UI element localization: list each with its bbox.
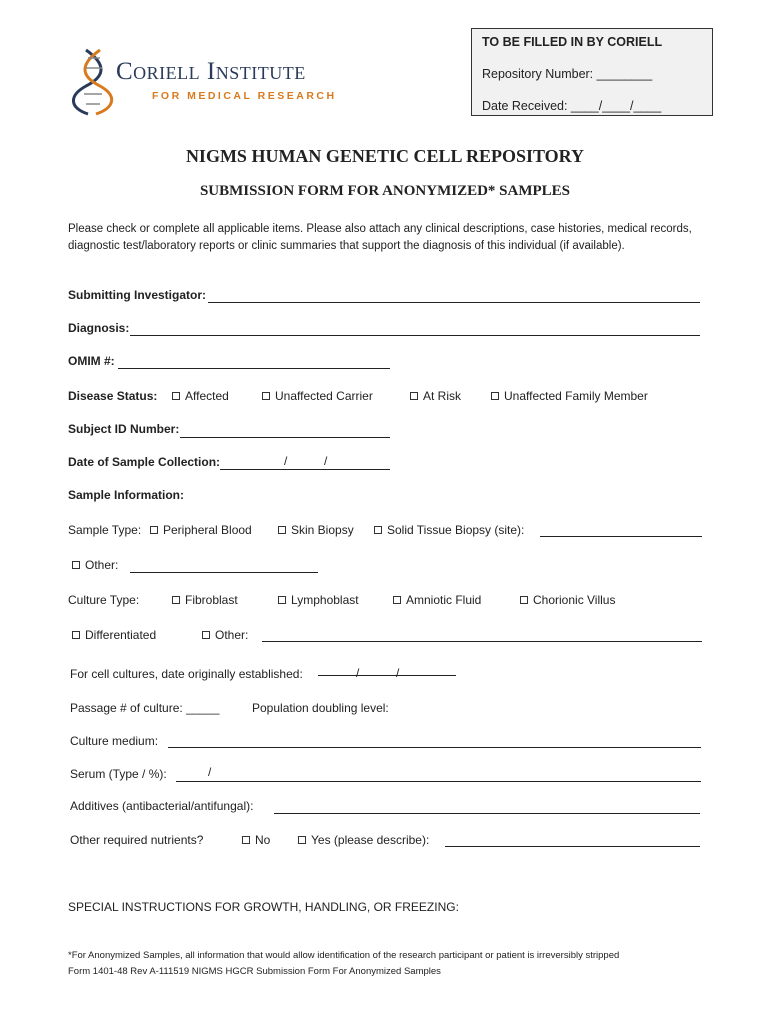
page-title: NIGMS HUMAN GENETIC CELL REPOSITORY (185, 146, 585, 166)
date-collection-field[interactable] (220, 469, 390, 470)
checkbox-icon[interactable] (298, 836, 306, 844)
checkbox-icon[interactable] (172, 596, 180, 604)
culture-other[interactable] (202, 628, 248, 642)
checkbox-icon[interactable] (393, 596, 401, 604)
medium-label: Culture medium: (70, 734, 159, 748)
form-id: Form 1401-48 Rev A-111519 NIGMS HGCR Submission Form For Anonymized Samples (68, 966, 441, 977)
logo-subtitle: FOR MEDICAL RESEARCH (152, 90, 337, 102)
status-at-risk[interactable] (410, 389, 461, 403)
sample-option-label: Solid Tissue Biopsy (site): (387, 523, 525, 537)
status-option-label: Unaffected Carrier (275, 389, 373, 403)
investigator-label: Submitting Investigator: (68, 288, 206, 302)
status-unaffected-carrier[interactable] (262, 389, 373, 403)
date-slash: / (396, 666, 400, 680)
no-label: No (255, 833, 271, 847)
population-label: Population doubling level: (252, 701, 389, 715)
office-heading: TO BE FILLED IN BY CORIELL (482, 35, 663, 49)
serum-slash: / (208, 765, 212, 779)
nutrients-yes[interactable] (298, 833, 429, 847)
sample-option-label: Peripheral Blood (163, 523, 252, 537)
special-instructions-label: SPECIAL INSTRUCTIONS FOR GROWTH, HANDLING, OR FREEZING: (68, 900, 459, 914)
date-slash: / (324, 454, 328, 468)
checkbox-icon[interactable] (202, 631, 210, 639)
checkbox-icon[interactable] (172, 392, 180, 400)
disease-status-label: Disease Status: (68, 389, 158, 403)
repository-number-field: Repository Number: ________ (482, 67, 653, 81)
culture-differentiated[interactable] (72, 628, 156, 642)
sample-option-label: Skin Biopsy (291, 523, 354, 537)
sample-type-label: Sample Type: (68, 523, 142, 537)
sample-solid-tissue[interactable] (374, 523, 524, 537)
intro-text: Please check or complete all applicable items. Please also attach any clinical descriptions, case histories, medical records, diagnostic test/laboratory reports or clinic summaries that support the diagnosis of this individual (if available). (68, 223, 692, 252)
sample-info-heading: Sample Information: (68, 488, 185, 502)
culture-lymphoblast[interactable] (278, 593, 359, 607)
checkbox-icon[interactable] (374, 526, 382, 534)
sample-skin-biopsy[interactable] (278, 523, 354, 537)
footnote: *For Anonymized Samples, all information that would allow identification of the research participant or patient is irreversibly stripped (68, 950, 620, 961)
checkbox-icon[interactable] (72, 561, 80, 569)
culture-other-field[interactable] (262, 641, 702, 642)
status-affected[interactable] (172, 389, 229, 403)
status-unaffected-family[interactable] (491, 389, 648, 403)
date-slash: / (356, 666, 360, 680)
nutrients-no[interactable] (242, 833, 270, 847)
additives-label: Additives (antibacterial/antifungal): (70, 799, 254, 813)
checkbox-icon[interactable] (278, 596, 286, 604)
sample-other[interactable] (72, 558, 118, 572)
other-label: Other: (85, 558, 119, 572)
omim-label: OMIM #: (68, 354, 115, 368)
date-collection-label: Date of Sample Collection: (68, 455, 221, 469)
established-date-field[interactable] (318, 675, 456, 676)
checkbox-icon[interactable] (150, 526, 158, 534)
office-use-box (471, 28, 713, 116)
checkbox-icon[interactable] (262, 392, 270, 400)
checkbox-icon[interactable] (520, 596, 528, 604)
culture-amniotic-fluid[interactable] (393, 593, 481, 607)
passage-label: Passage # of culture: _____ (70, 701, 220, 715)
subject-id-field[interactable] (180, 437, 390, 438)
culture-option-label: Fibroblast (185, 593, 238, 607)
date-slash: / (284, 454, 288, 468)
other-label: Other: (215, 628, 249, 642)
status-option-label: Affected (185, 389, 229, 403)
culture-type-label: Culture Type: (68, 593, 140, 607)
established-label: For cell cultures, date originally established: (70, 667, 303, 681)
diagnosis-label: Diagnosis: (68, 321, 130, 335)
additives-field[interactable] (274, 813, 700, 814)
culture-fibroblast[interactable] (172, 593, 238, 607)
checkbox-icon[interactable] (410, 392, 418, 400)
nutrients-describe-field[interactable] (445, 846, 700, 847)
differentiated-label: Differentiated (85, 628, 157, 642)
serum-label: Serum (Type / %): (70, 767, 167, 781)
culture-option-label: Amniotic Fluid (406, 593, 482, 607)
investigator-field[interactable] (208, 302, 700, 303)
culture-chorionic-villus[interactable] (520, 593, 615, 607)
yes-label: Yes (please describe): (311, 833, 430, 847)
sample-other-field[interactable] (130, 572, 318, 573)
culture-option-label: Chorionic Villus (533, 593, 616, 607)
culture-option-label: Lymphoblast (291, 593, 359, 607)
date-received-field: Date Received: ____/____/____ (482, 99, 662, 113)
medium-field[interactable] (168, 747, 701, 748)
status-option-label: At Risk (423, 389, 462, 403)
omim-field[interactable] (118, 368, 390, 369)
nutrients-label: Other required nutrients? (70, 833, 204, 847)
checkbox-icon[interactable] (278, 526, 286, 534)
subject-id-label: Subject ID Number: (68, 422, 180, 436)
solid-tissue-site-field[interactable] (540, 536, 702, 537)
sample-peripheral-blood[interactable] (150, 523, 252, 537)
serum-field[interactable] (176, 781, 701, 782)
checkbox-icon[interactable] (491, 392, 499, 400)
checkbox-icon[interactable] (72, 631, 80, 639)
status-option-label: Unaffected Family Member (504, 389, 648, 403)
page-subtitle: SUBMISSION FORM FOR ANONYMIZED* SAMPLES (199, 183, 571, 199)
logo-name: Coriell Institute (116, 58, 306, 85)
diagnosis-field[interactable] (130, 335, 700, 336)
checkbox-icon[interactable] (242, 836, 250, 844)
